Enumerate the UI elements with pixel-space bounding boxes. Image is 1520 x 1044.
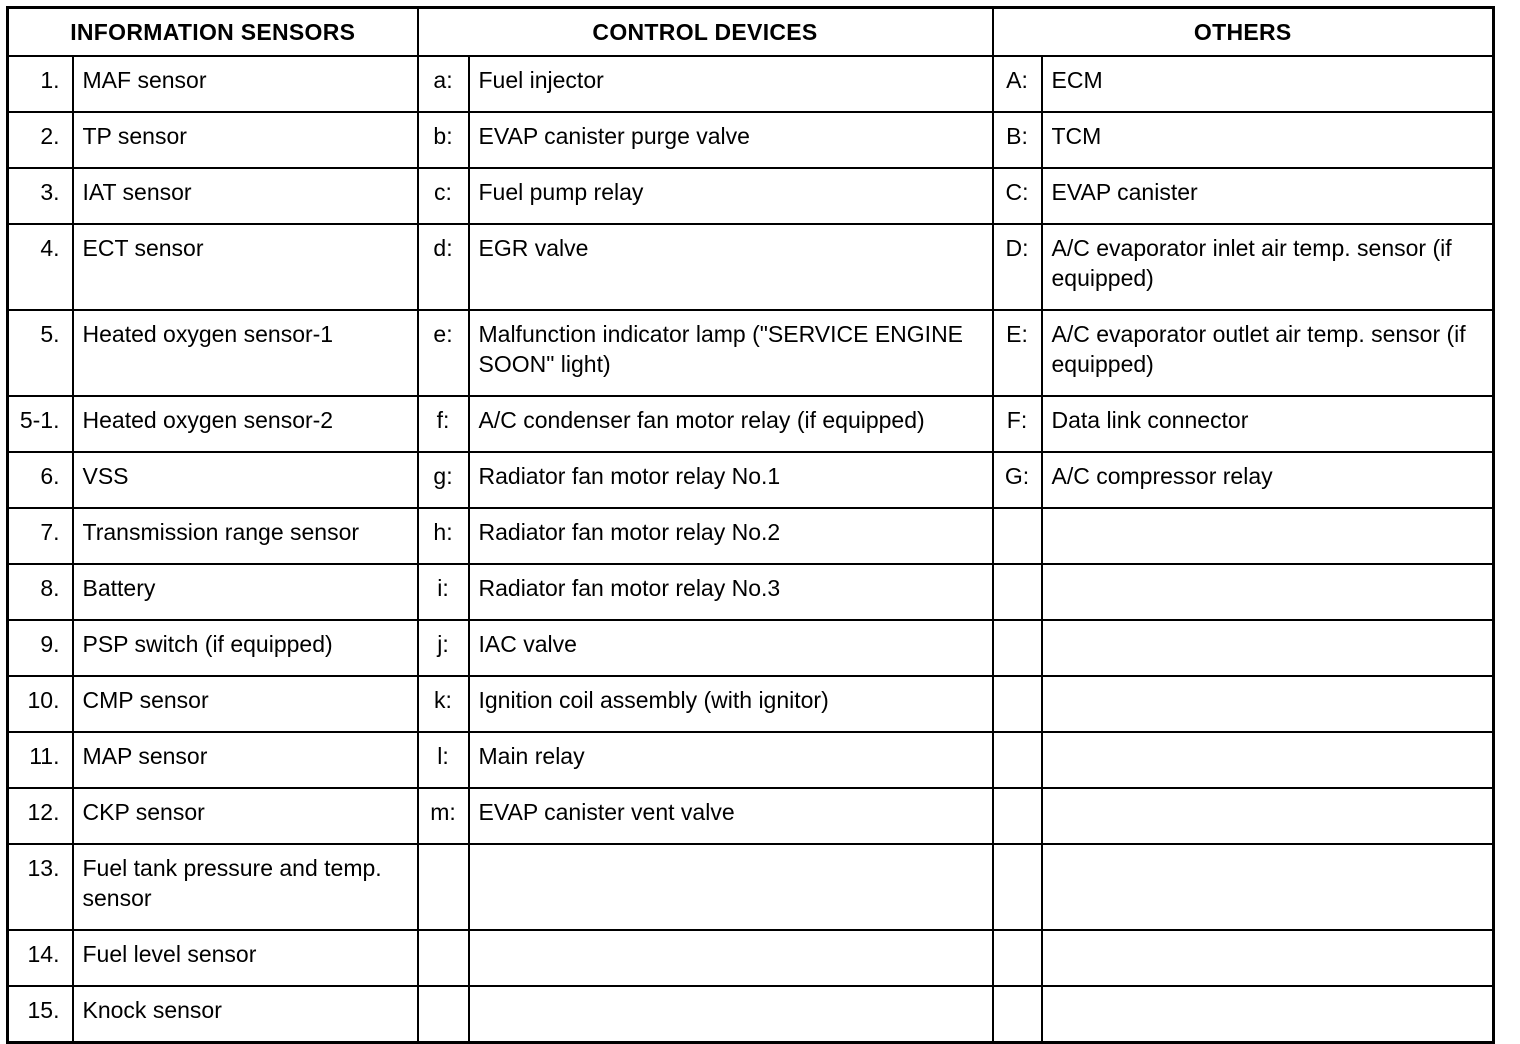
- device-name: Radiator fan motor relay No.3: [469, 564, 993, 620]
- table-row: [8, 112, 1494, 168]
- other-key: [993, 732, 1042, 788]
- other-key: [993, 676, 1042, 732]
- other-name: A/C compressor relay: [1042, 452, 1494, 508]
- other-name: Data link connector: [1042, 396, 1494, 452]
- sensor-number: 11.: [8, 732, 73, 788]
- sensor-name: Transmission range sensor: [73, 508, 418, 564]
- device-name: [469, 930, 993, 986]
- other-name: [1042, 564, 1494, 620]
- other-key: [993, 930, 1042, 986]
- other-name: [1042, 620, 1494, 676]
- other-name: [1042, 986, 1494, 1043]
- sensor-name: Heated oxygen sensor-2: [73, 396, 418, 452]
- other-name: [1042, 930, 1494, 986]
- device-key: a:: [418, 56, 469, 112]
- header-others: OTHERS: [993, 8, 1494, 57]
- other-name: A/C evaporator outlet air temp. sensor (if equipped): [1042, 310, 1494, 396]
- other-name: EVAP canister: [1042, 168, 1494, 224]
- sensor-number: 5.: [8, 310, 73, 396]
- table-row: [8, 620, 1494, 676]
- device-key: [418, 930, 469, 986]
- sensor-number: 4.: [8, 224, 73, 310]
- sensor-name: CMP sensor: [73, 676, 418, 732]
- other-key: [993, 620, 1042, 676]
- device-key: e:: [418, 310, 469, 396]
- sensor-number: 12.: [8, 788, 73, 844]
- other-name: [1042, 844, 1494, 930]
- sensor-number: 14.: [8, 930, 73, 986]
- other-key: [993, 986, 1042, 1043]
- sensor-number: 7.: [8, 508, 73, 564]
- device-name: Main relay: [469, 732, 993, 788]
- device-key: d:: [418, 224, 469, 310]
- table-row: [8, 986, 1494, 1043]
- other-key: [993, 564, 1042, 620]
- other-name: [1042, 788, 1494, 844]
- device-name: Malfunction indicator lamp ("SERVICE ENGINE SOON" light): [469, 310, 993, 396]
- sensor-name: Battery: [73, 564, 418, 620]
- table-row: [8, 310, 1494, 396]
- other-key: A:: [993, 56, 1042, 112]
- other-key: C:: [993, 168, 1042, 224]
- other-name: [1042, 508, 1494, 564]
- other-key: E:: [993, 310, 1042, 396]
- other-key: D:: [993, 224, 1042, 310]
- other-name: A/C evaporator inlet air temp. sensor (if equipped): [1042, 224, 1494, 310]
- sensor-name: TP sensor: [73, 112, 418, 168]
- other-name: TCM: [1042, 112, 1494, 168]
- other-name: [1042, 676, 1494, 732]
- table-row: [8, 508, 1494, 564]
- sensor-name: Fuel level sensor: [73, 930, 418, 986]
- sensor-name: MAF sensor: [73, 56, 418, 112]
- other-key: [993, 508, 1042, 564]
- sensor-number: 8.: [8, 564, 73, 620]
- sensor-name: ECT sensor: [73, 224, 418, 310]
- device-name: Fuel injector: [469, 56, 993, 112]
- table-row: [8, 676, 1494, 732]
- other-key: F:: [993, 396, 1042, 452]
- device-key: f:: [418, 396, 469, 452]
- device-key: j:: [418, 620, 469, 676]
- sensor-name: VSS: [73, 452, 418, 508]
- device-name: EVAP canister purge valve: [469, 112, 993, 168]
- sensor-number: 1.: [8, 56, 73, 112]
- sensor-name: MAP sensor: [73, 732, 418, 788]
- sensor-number: 5-1.: [8, 396, 73, 452]
- device-name: Radiator fan motor relay No.1: [469, 452, 993, 508]
- table-row: [8, 452, 1494, 508]
- sensor-name: Knock sensor: [73, 986, 418, 1043]
- device-name: Fuel pump relay: [469, 168, 993, 224]
- sensor-name: Heated oxygen sensor-1: [73, 310, 418, 396]
- sensor-number: 9.: [8, 620, 73, 676]
- sensor-number: 15.: [8, 986, 73, 1043]
- table-row: [8, 788, 1494, 844]
- sensor-name: CKP sensor: [73, 788, 418, 844]
- header-control-devices: CONTROL DEVICES: [418, 8, 993, 57]
- sensor-number: 6.: [8, 452, 73, 508]
- sensor-name: IAT sensor: [73, 168, 418, 224]
- other-name: [1042, 732, 1494, 788]
- other-name: ECM: [1042, 56, 1494, 112]
- other-key: [993, 788, 1042, 844]
- device-name: A/C condenser fan motor relay (if equipped): [469, 396, 993, 452]
- device-key: [418, 986, 469, 1043]
- device-key: g:: [418, 452, 469, 508]
- other-key: B:: [993, 112, 1042, 168]
- device-key: i:: [418, 564, 469, 620]
- table-row: [8, 396, 1494, 452]
- device-key: k:: [418, 676, 469, 732]
- other-key: G:: [993, 452, 1042, 508]
- device-name: [469, 844, 993, 930]
- device-name: Radiator fan motor relay No.2: [469, 508, 993, 564]
- table-row: [8, 168, 1494, 224]
- sensor-name: Fuel tank pressure and temp. sensor: [73, 844, 418, 930]
- device-name: EGR valve: [469, 224, 993, 310]
- device-key: h:: [418, 508, 469, 564]
- device-key: [418, 844, 469, 930]
- device-key: m:: [418, 788, 469, 844]
- device-name: IAC valve: [469, 620, 993, 676]
- device-key: b:: [418, 112, 469, 168]
- header-row: [8, 8, 1494, 57]
- header-information-sensors: INFORMATION SENSORS: [8, 8, 418, 57]
- component-legend-table: [6, 6, 1495, 1044]
- sensor-number: 13.: [8, 844, 73, 930]
- sensor-name: PSP switch (if equipped): [73, 620, 418, 676]
- table-row: [8, 732, 1494, 788]
- device-key: l:: [418, 732, 469, 788]
- table-row: [8, 844, 1494, 930]
- device-name: Ignition coil assembly (with ignitor): [469, 676, 993, 732]
- table-row: [8, 56, 1494, 112]
- sensor-number: 10.: [8, 676, 73, 732]
- sensor-number: 3.: [8, 168, 73, 224]
- table-row: [8, 930, 1494, 986]
- table-row: [8, 224, 1494, 310]
- other-key: [993, 844, 1042, 930]
- device-name: EVAP canister vent valve: [469, 788, 993, 844]
- device-name: [469, 986, 993, 1043]
- device-key: c:: [418, 168, 469, 224]
- table-row: [8, 564, 1494, 620]
- sensor-number: 2.: [8, 112, 73, 168]
